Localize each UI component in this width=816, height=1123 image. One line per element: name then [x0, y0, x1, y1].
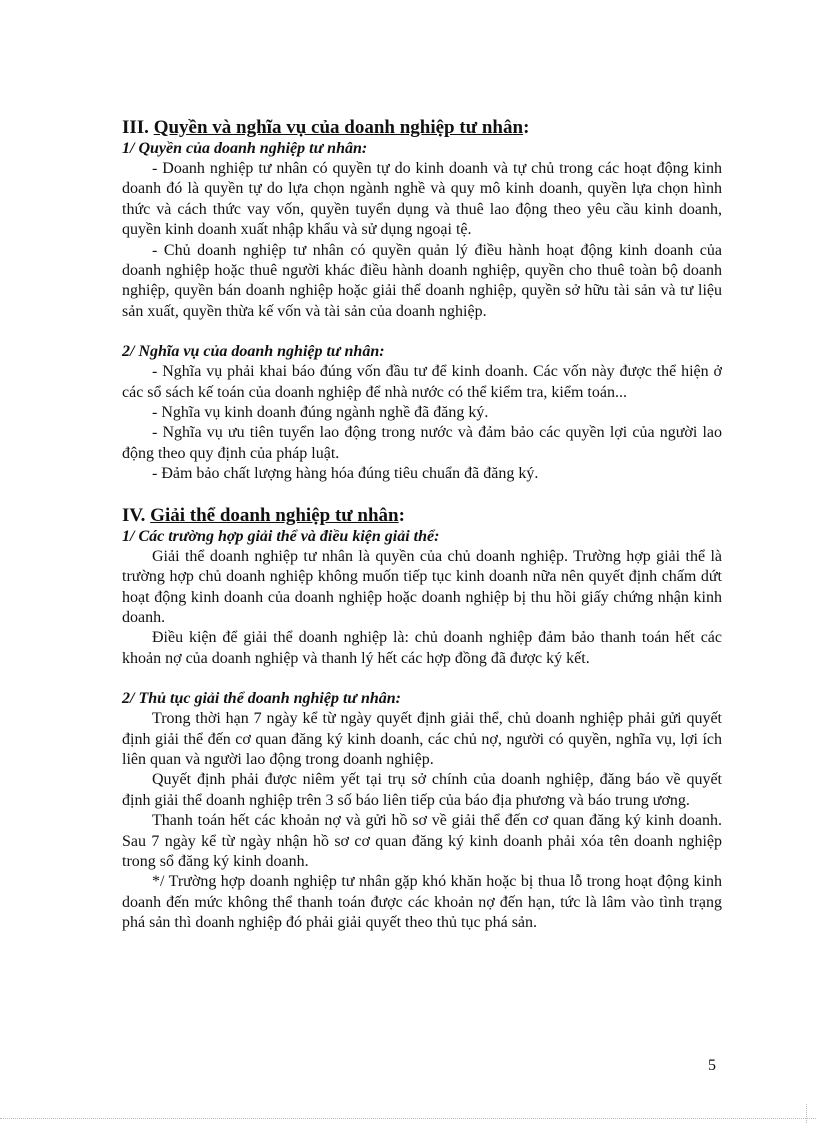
paragraph: Thanh toán hết các khoản nợ và gửi hồ sơ về giải thể đến cơ quan đăng ký kinh doanh. Sau 7 ngày kể từ ngày nhận hồ sơ cơ quan đăng ký kinh doanh phải xóa tên doanh nghiệp trong sổ đăng ký kinh doanh. [122, 812, 722, 870]
section-number: III. [122, 117, 149, 138]
section-suffix: : [523, 117, 530, 138]
section-number: IV. [122, 504, 146, 526]
paragraph: Giải thể doanh nghiệp tư nhân là quyền của chủ doanh nghiệp. Trường hợp giải thể là trường hợp chủ doanh nghiệp không muốn tiếp tục kinh doanh nữa nên quyết định chấm dứt hoạt động kinh doanh của doanh nghiệp hoặc doanh nghiệp bị thu hồi giấy chứng nhận kinh doanh. [122, 547, 722, 626]
page-corner-border [806, 1104, 807, 1123]
page-content [122, 117, 722, 934]
paragraph: - Nghĩa vụ kinh doanh đúng ngành nghề đã đăng ký. [152, 404, 489, 422]
paragraph: Điều kiện để giải thể doanh nghiệp là: chủ doanh nghiệp đảm bảo thanh toán hết các khoản nợ của doanh nghiệp và thanh lý hết các hợp đồng đã được ký kết. [122, 629, 722, 667]
paragraph: - Chủ doanh nghiệp tư nhân có quyền quản lý điều hành hoạt động kinh doanh của doanh nghiệp hoặc thuê người khác điều hành doanh nghiệp, quyền cho thuê toàn bộ doanh nghiệp, quyền bán doanh nghiệp hoặc giải thể doanh nghiệp, quyền sở hữu tài sản và tư liệu sản xuất, quyền thừa kế vốn và tài sản của doanh nghiệp. [122, 241, 722, 320]
subsection-heading: 1/ Quyền của doanh nghiệp tư nhân: [122, 140, 368, 157]
subsection-heading: 2/ Thủ tục giải thể doanh nghiệp tư nhân: [122, 690, 401, 708]
paragraph: - Nghĩa vụ phải khai báo đúng vốn đầu tư để kinh doanh. Các vốn này được thể hiện ở các sổ sách kế toán của doanh nghiệp để nhà nước có thể kiểm tra, kiểm toán... [122, 363, 722, 401]
paragraph: - Đảm bảo chất lượng hàng hóa đúng tiêu chuẩn đã đăng ký. [152, 465, 539, 483]
section-heading-iii [122, 117, 722, 139]
paragraph: - Nghĩa vụ ưu tiên tuyển lao động trong nước và đảm bảo các quyền lợi của người lao động theo quy định của pháp luật. [122, 424, 722, 462]
paragraph: Quyết định phải được niêm yết tại trụ sở chính của doanh nghiệp, đăng báo về quyết định giải thể doanh nghiệp trên 3 số báo liên tiếp của báo địa phương và báo trung ương. [122, 771, 722, 809]
section-heading-iv [122, 505, 722, 527]
page-bottom-border [0, 1118, 816, 1119]
subsection-heading: 2/ Nghĩa vụ của doanh nghiệp tư nhân: [122, 343, 385, 361]
page-number: 5 [708, 1057, 716, 1074]
section-suffix: : [398, 504, 405, 526]
subsection-heading: 1/ Các trường hợp giải thể và điều kiện giải thể: [122, 527, 440, 545]
section-title: Giải thể doanh nghiệp tư nhân [150, 504, 399, 526]
paragraph: */ Trường hợp doanh nghiệp tư nhân gặp khó khăn hoặc bị thua lỗ trong hoạt động kinh doanh đến mức không thể thanh toán được các khoản nợ đến hạn, tức là lâm vào tình trạng phá sản thì doanh nghiệp đó phải giải quyết theo thủ tục phá sản. [122, 873, 722, 932]
paragraph: - Doanh nghiệp tư nhân có quyền tự do kinh doanh và tự chủ trong các hoạt động kinh doanh đó là quyền tự do lựa chọn ngành nghề và quy mô kinh doanh, quyền lựa chọn hình thức và cách thức vay vốn, quyền tuyển dụng và thuê lao động theo yêu cầu kinh doanh, quyền kinh doanh xuất nhập khẩu và sử dụng ngoại tệ. [122, 160, 722, 239]
paragraph: Trong thời hạn 7 ngày kể từ ngày quyết định giải thể, chủ doanh nghiệp phải gửi quyết định giải thể đến cơ quan đăng ký kinh doanh, các chủ nợ, người có quyền, nghĩa vụ, lợi ích liên quan và người lao động trong doanh nghiệp. [122, 710, 722, 768]
section-title: Quyền và nghĩa vụ của doanh nghiệp tư nhân [153, 117, 524, 138]
